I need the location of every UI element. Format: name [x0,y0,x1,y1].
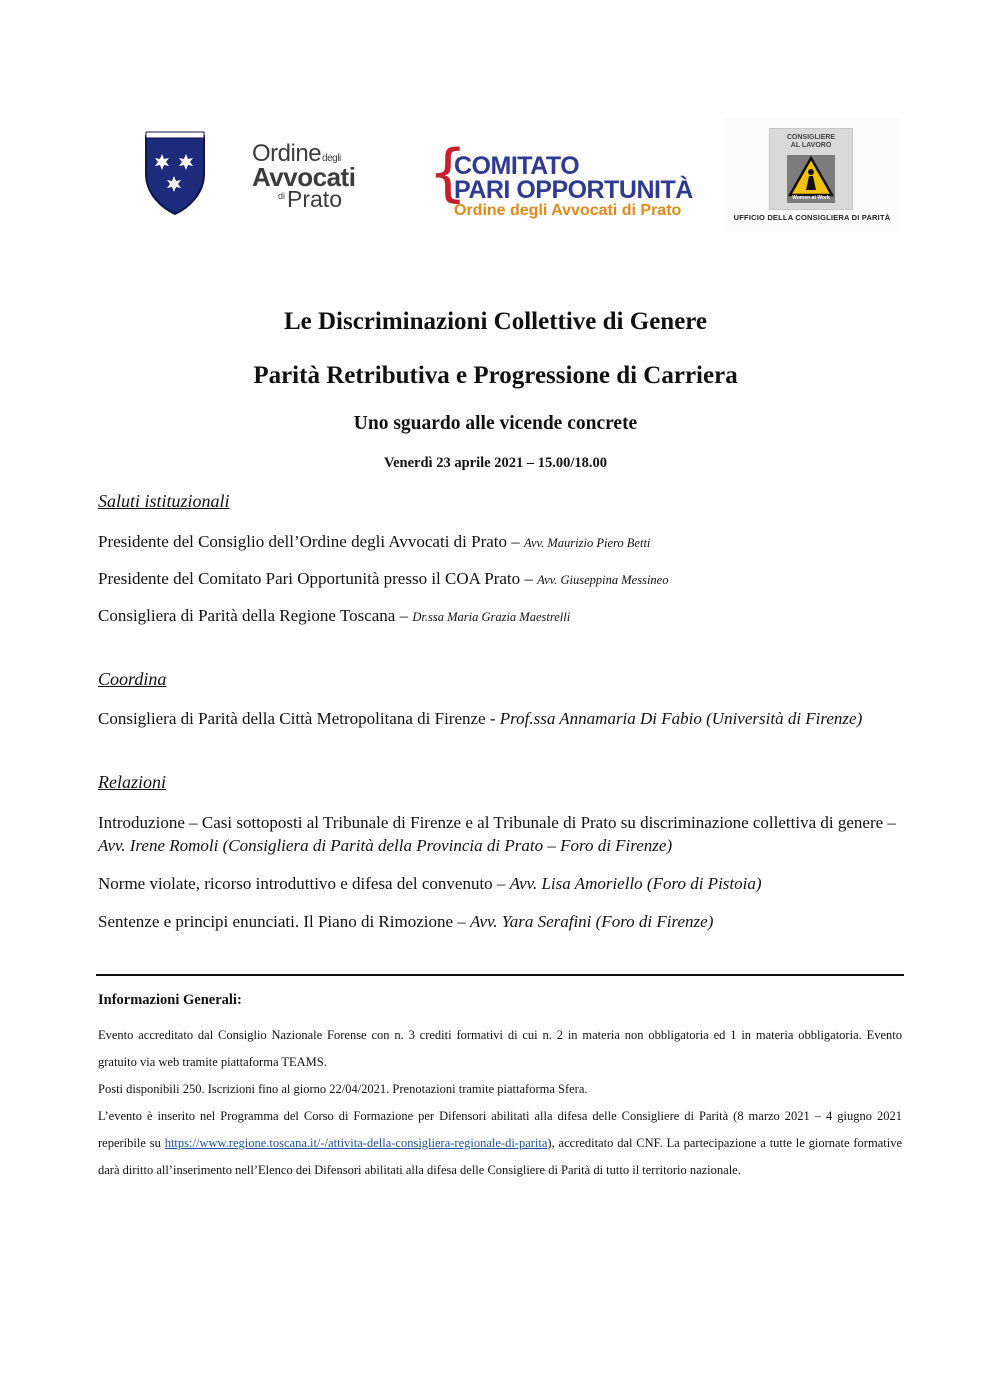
saluti-item: Presidente del Consiglio dell’Ordine degli Avvocati di Prato – Avv. Maurizio Piero Betti [98,532,651,551]
saluti-item: Consigliera di Parità della Regione Toscana – Dr.ssa Maria Grazia Maestrelli [98,606,571,625]
relazioni-item: Sentenze e principi enunciati. Il Piano di Rimozione – Avv. Yara Serafini (Foro di Firenze) [98,912,714,931]
consigliere-badge-title: CONSIGLIERE AL LAVORO [786,134,836,149]
women-at-work-label: Women at Work [792,195,830,201]
cpo-line2: PARI OPPORTUNITÀ [454,176,693,204]
info-heading: Informazioni Generali: [98,992,242,1008]
relazioni-heading: Relazioni [98,772,166,792]
saluti-item: Presidente del Comitato Pari Opportunità presso il COA Prato – Avv. Giuseppina Messineo [98,569,669,588]
second-title: Parità Retributiva e Progressione di Carriera [253,362,738,389]
cpo-line3: Ordine degli Avvocati di Prato [454,202,682,219]
logo-ordine-line2: Avvocati [252,162,356,192]
consigliere-badge [769,128,853,210]
ufficio-consigliera-label: UFFICIO DELLA CONSIGLIERA DI PARITÀ [733,213,891,222]
cpo-line1: COMITATO [454,152,580,180]
coordina-heading: Coordina [98,669,167,689]
info-paragraph-posti: Posti disponibili 250. Iscrizioni fino al giorno 22/04/2021. Prenotazioni tramite piattaforma Sfera. [98,1082,588,1096]
ordine-shield-logo [142,128,208,216]
relazioni-item: Introduzione – Casi sottoposti al Tribunale di Firenze e al Tribunale di Prato su discriminazione collettiva di genere – Avv. Irene Romoli (Consigliera di Parità della Provincia di Prato – Foro di Firenze) [98,813,896,855]
brace-icon: { [428,136,468,209]
relazioni-item: Norme violate, ricorso introduttivo e difesa del convenuto – Avv. Lisa Amoriello (Foro di Pistoia) [98,874,762,893]
info-paragraph-programma: L’evento è inserito nel Programma del Corso di Formazione per Difensori abilitati alla difesa delle Consigliere di Parità (8 marzo 2021 – 4 giugno 2021 reperibile su https://www.regione.toscana.it/-/attivita-della-consigliera-regionale-di-parita), accreditato dal CNF. La partecipazione a tutte le giornate formative darà diritto all’inserimento nell’Elenco dei Difensori abilitati alla difesa delle Consigliere di Parità di tutto il territorio nazionale. [98,1109,902,1177]
info-paragraph-credits: Evento accreditato dal Consiglio Nazionale Forense con n. 3 crediti formativi di cui n. 2 in materia non obbligatoria ed 1 in materia obbligatoria. Evento gratuito via web tramite piattaforma TEAMS. [98,1028,902,1069]
logo-ordine-line1: Ordinedegli [252,140,341,167]
section-divider [96,974,904,976]
comitato-pari-opportunita-logo [428,136,708,224]
regione-toscana-link[interactable]: https://www.regione.toscana.it/-/attivita-della-consigliera-regionale-di-parita [164,1136,548,1150]
subtitle: Uno sguardo alle vicende concrete [353,413,638,434]
event-date: Venerdì 23 aprile 2021 – 15.00/18.00 [383,455,607,471]
main-title: Le Discriminazioni Collettive di Genere [283,308,708,335]
coordina-line: Consigliera di Parità della Città Metropolitana di Firenze - Prof.ssa Annamaria Di Fabio (Università di Firenze) [98,709,863,728]
consigliere-al-lavoro-logo [724,118,900,232]
ordine-avvocati-prato-logo [252,140,372,214]
logo-ordine-line3: $^{di}$Prato [278,186,342,212]
saluti-heading: Saluti istituzionali [98,491,230,511]
